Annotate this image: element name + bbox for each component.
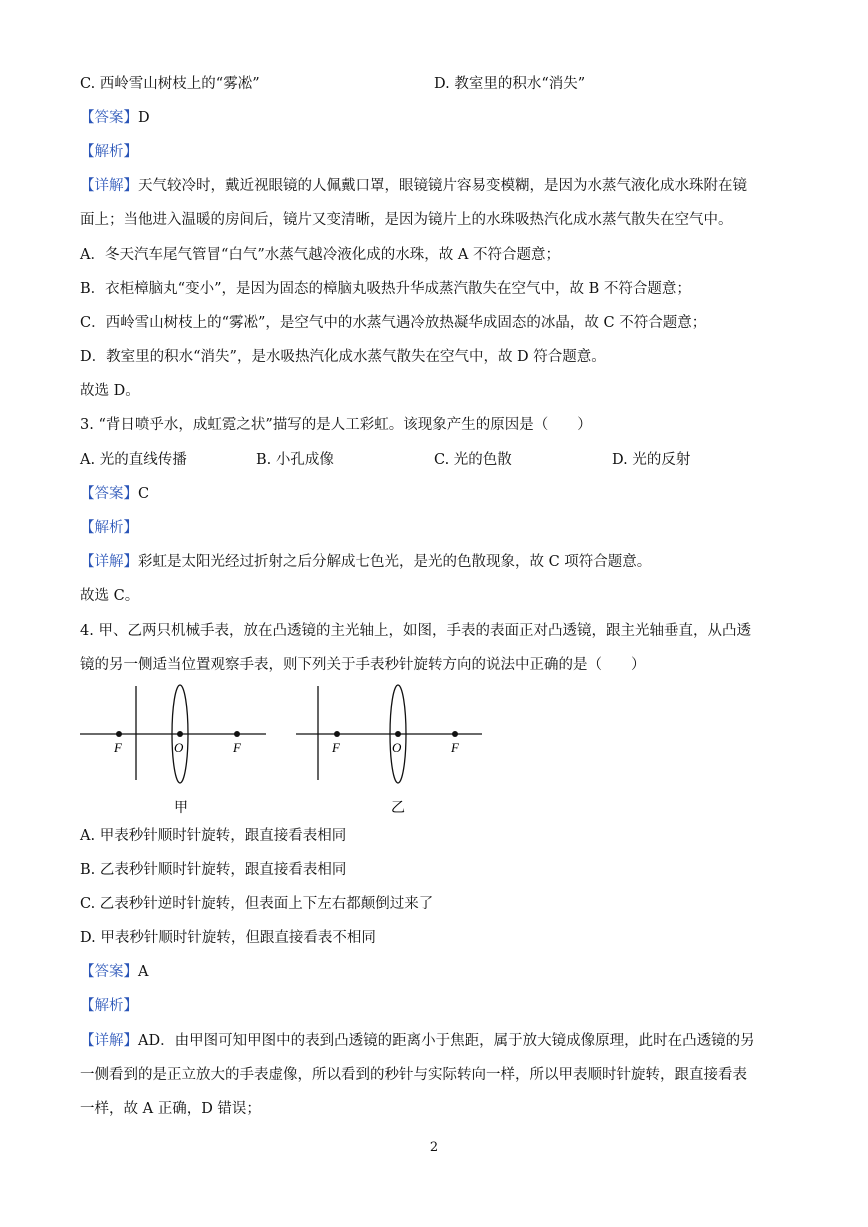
q4-detail-line-1 xyxy=(80,1031,755,1051)
detail-text: 彩虹是太阳光经过折射之后分解成七色光，是光的色散现象，故 C 项符合题意。 xyxy=(138,554,652,570)
optical-center-point xyxy=(395,731,401,737)
q3-answer-row xyxy=(80,484,149,504)
q3-choose: 故选 C。 xyxy=(80,588,140,604)
q3-option-c: C. 光的色散 xyxy=(434,452,512,468)
answer-value: C xyxy=(138,486,150,502)
lens-diagram xyxy=(78,680,498,820)
q4-stem-line-2: 镜的另一侧适当位置观察手表，则下列关于手表秒针旋转方向的说法中正确的是（ ） xyxy=(80,657,646,673)
q4-detail-line-2: 一侧看到的是正立放大的手表虚像，所以看到的秒针与实际转向一样，所以甲表顺时针旋转，跟直接看表 xyxy=(80,1067,747,1083)
q3-stem: 3. “背日喷乎水，成虹霓之状”描写的是人工彩虹。该现象产生的原因是（ ） xyxy=(80,417,592,433)
option-d: D. 教室里的积水“消失” xyxy=(434,76,586,92)
caption-yi: 乙 xyxy=(391,800,405,816)
q3-option-a: A. 光的直线传播 xyxy=(80,452,187,468)
option-c: C. 西岭雪山树枝上的“雾凇” xyxy=(80,76,260,92)
q4-option-c: C. 乙表秒针逆时针旋转，但表面上下左右都颠倒过来了 xyxy=(80,896,434,912)
q4-answer-row xyxy=(80,962,148,982)
label-f-right: F xyxy=(451,740,459,755)
label-o: O xyxy=(174,740,184,755)
q3-option-d: D. 光的反射 xyxy=(612,452,691,468)
detail-tag: 【详解】 xyxy=(80,554,138,570)
label-f-left: F xyxy=(114,740,122,755)
detail-line-2: 面上；当他进入温暖的房间后，镜片又变清晰，是因为镜片上的水珠吸热汽化成水蒸气散失在空气中。 xyxy=(80,212,733,228)
explain-b: B．衣柜樟脑丸“变小”，是因为固态的樟脑丸吸热升华成蒸汽散失在空气中，故 B 不符合题意； xyxy=(80,281,691,297)
answer-tag: 【答案】 xyxy=(80,964,138,980)
figure-yi xyxy=(296,685,482,816)
detail-text: 天气较冷时，戴近视眼镜的人佩戴口罩，眼镜镜片容易变模糊，是因为水蒸气液化成水珠附在镜 xyxy=(138,178,747,194)
focus-point-right xyxy=(234,731,240,737)
caption-jia: 甲 xyxy=(174,800,188,816)
answer-row xyxy=(80,108,150,128)
q4-analysis-tag: 【解析】 xyxy=(80,998,138,1014)
answer-value: A xyxy=(138,964,149,980)
analysis-tag: 【解析】 xyxy=(80,144,138,160)
q4-option-a: A. 甲表秒针顺时针旋转，跟直接看表相同 xyxy=(80,828,347,844)
answer-tag: 【答案】 xyxy=(80,486,138,502)
q3-detail xyxy=(80,552,651,572)
optical-center-point xyxy=(177,731,183,737)
page-number: 2 xyxy=(429,1140,439,1155)
choose-line: 故选 D。 xyxy=(80,383,140,399)
label-f-left: F xyxy=(332,740,340,755)
explain-d: D．教室里的积水“消失”，是水吸热汽化成水蒸气散失在空气中，故 D 符合题意。 xyxy=(80,349,606,365)
answer-value: D xyxy=(138,110,150,126)
focus-point-right xyxy=(452,731,458,737)
explain-a: A．冬天汽车尾气管冒“白气”水蒸气越冷液化成的水珠，故 A 不符合题意； xyxy=(80,247,560,263)
answer-tag: 【答案】 xyxy=(80,110,138,126)
q3-analysis-tag: 【解析】 xyxy=(80,520,138,536)
detail-tag: 【详解】 xyxy=(80,178,138,194)
detail-line-1 xyxy=(80,176,747,196)
q4-stem-line-1: 4. 甲、乙两只机械手表，放在凸透镜的主光轴上，如图，手表的表面正对凸透镜，跟主光轴垂直，从凸透 xyxy=(80,623,751,639)
label-o: O xyxy=(392,740,402,755)
q4-option-d: D. 甲表秒针顺时针旋转，但跟直接看表不相同 xyxy=(80,930,376,946)
detail-tag: 【详解】 xyxy=(80,1033,138,1049)
q3-option-b: B. 小孔成像 xyxy=(256,452,334,468)
explain-c: C．西岭雪山树枝上的“雾凇”，是空气中的水蒸气遇冷放热凝华成固态的冰晶，故 C 不符合题意； xyxy=(80,315,707,331)
q4-option-b: B. 乙表秒针顺时针旋转，跟直接看表相同 xyxy=(80,862,347,878)
detail-text: AD．由甲图可知甲图中的表到凸透镜的距离小于焦距，属于放大镜成像原理，此时在凸透镜的另 xyxy=(138,1033,755,1049)
q4-detail-line-3: 一样，故 A 正确，D 错误； xyxy=(80,1101,261,1117)
focus-point-left xyxy=(116,731,122,737)
figure-jia xyxy=(80,685,266,816)
label-f-right: F xyxy=(233,740,241,755)
focus-point-left xyxy=(334,731,340,737)
